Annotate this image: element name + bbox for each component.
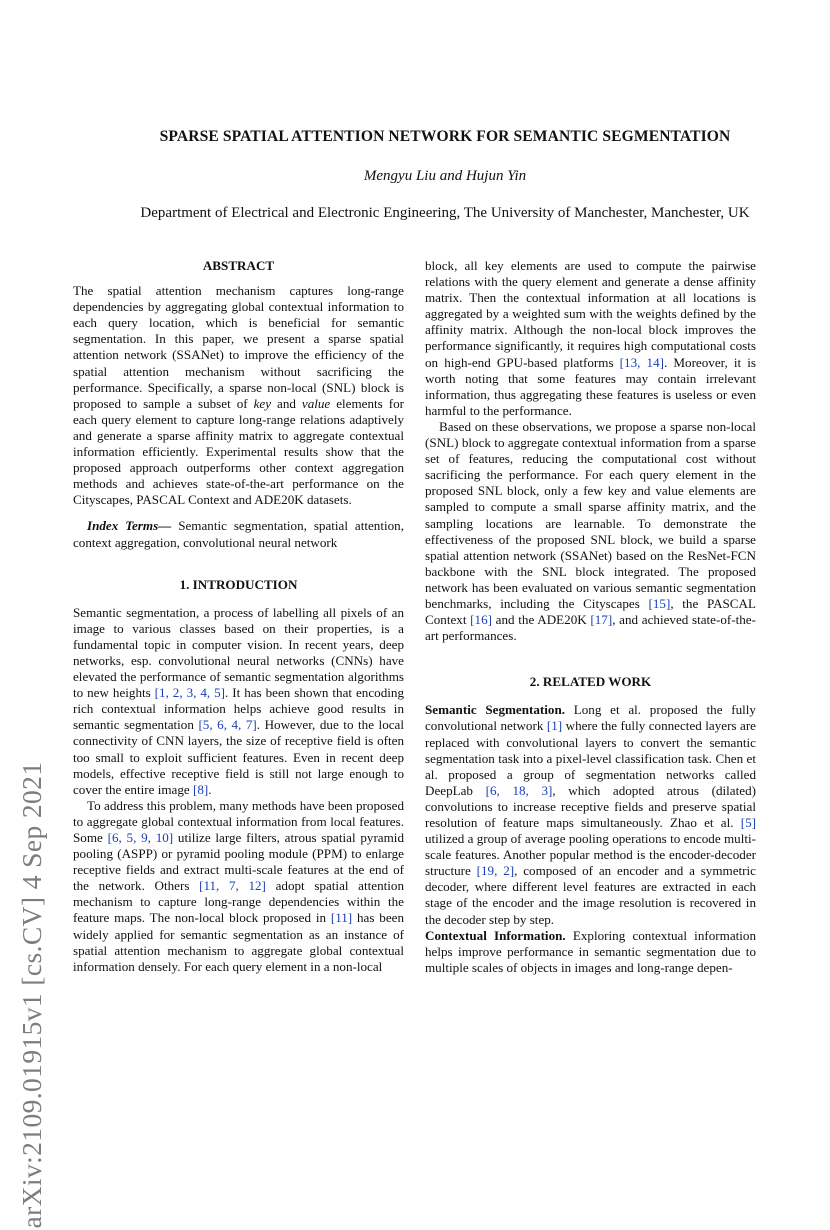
arxiv-identifier (14, 290, 50, 1229)
citation-link[interactable]: [1, 2, 3, 4, 5] (154, 685, 226, 701)
related-contextual-information: Contextual Information. Exploring contextual information helps improve performance in semantic segmentation due to multiple scales of objects in images and long-range depen- (425, 927, 756, 975)
citation-link[interactable]: [8] (192, 781, 209, 797)
paper-authors: Mengyu Liu and Hujun Yin (363, 168, 527, 184)
citation-link[interactable]: [5, 6, 4, 7] (198, 717, 257, 733)
citation-link[interactable]: [15] (648, 595, 671, 611)
citation-link[interactable]: [11] (330, 910, 353, 926)
related-semantic-segmentation: Semantic Segmentation. Long et al. proposed the fully convolutional network [1] where the fully connected layers are replaced with convolutional layers to convert the semantic segmentation task into a pixel-level classification task. Chen et al. proposed a group of segmentation networks called DeepLab [6, 18, 3], which adopted atrous (dilated) convolutions to increase receptive fields and preserve spatial resolution of feature maps simultaneously. Zhao et al. [5] utilized a group of average pooling operations to encode multi-scale features. Another popular method is the encoder-decoder structure [19, 2], composed of an encoder and a symmetric decoder, where different level features are extracted in each stage of the encoder and the image resolution is recovered in the decoder step by step. (425, 702, 756, 927)
citation-link[interactable]: [5] (740, 815, 756, 830)
abstract-heading: ABSTRACT (202, 258, 275, 273)
abstract-paragraph: The spatial attention mechanism captures long-range dependencies by aggregating global contextual information to each query location, which is beneficial for semantic segmentation. In this paper, we present a sparse spatial attention network (SSANet) to improve the efficiency of the spatial attention mechanism without sacrificing the performance. Specifically, a sparse non-local (SNL) block is proposed to sample a subset of key and value elements for each query element to capture long-range relations adaptively and generate a sparse affinity matrix to aggregate contextual information efficiently. Experimental results show that the proposed approach outperforms other context aggregation methods and achieves state-of-the-art performance on the Cityscapes, PASCAL Context and ADE20K datasets. (73, 283, 405, 508)
intro-paragraph-2-continued: block, all key elements are used to compute the pairwise relations with the query element and generate a dense affinity matrix. Then the contextual information at all locations is aggregated by a weighted sum with the weights defined by the affinity matrix. Although the non-local block improves the performance significantly, it requires high computational costs on high-end GPU-based platforms [13, 14]. Moreover, it is worth noting that some features may contain irrelevant information, thus aggregating these features is useless or even harmful to the performance. (425, 258, 757, 418)
intro-paragraph-1: Semantic segmentation, a process of labelling all pixels of an image to various classes based on their properties, is a fundamental topic in computer vision. In recent years, deep networks, esp. convolutional neural networks (CNNs) have elevated the performance of semantic segmentation algorithms to new heights [1, 2, 3, 4, 5]. It has been shown that encoding rich contextual information helps achieve good results in semantic segmentation [5, 6, 4, 7]. However, due to the local connectivity of CNN layers, the size of receptive field is often too small to exploit sufficient features. Even in recent deep models, effective receptive field is still not large enough to cover the entire image [8]. (73, 604, 404, 797)
arxiv-identifier-text: arXiv:2109.01915v1 [cs.CV] 4 Sep 2021 (16, 761, 47, 1229)
index-terms-label: Index Terms— (87, 518, 172, 534)
citation-link[interactable]: [13, 14] (619, 354, 664, 370)
semantic-segmentation-label: Semantic Segmentation. (425, 702, 566, 718)
citation-link[interactable]: [17] (590, 612, 613, 628)
value-math: value (301, 395, 331, 411)
index-terms: Index Terms— Semantic segmentation, spatial attention, context aggregation, convolutional neural network (73, 518, 404, 550)
paper-affiliation: Department of Electrical and Electronic Engineering, The University of Manchester, Manchester, UK (140, 205, 750, 221)
intro-paragraph-2: To address this problem, many methods have been proposed to aggregate global contextual information from local features. Some [6, 5, 9, 10] utilize large filters, atrous spatial pyramid pooling (ASPP) or pyramid pooling module (PPM) to enlarge receptive fields and extract multi-scale features at the end of the network. Others [11, 7, 12] adopt spatial attention mechanism to capture long-range dependencies within the feature maps. The non-local block proposed in [11] has been widely applied for semantic segmentation as an instance of spatial attention mechanism to aggregate global contextual information densely. For each query element in a non-local (73, 797, 404, 974)
intro-heading: 1. INTRODUCTION (179, 576, 298, 592)
citation-link[interactable]: [6, 5, 9, 10] (107, 830, 174, 845)
citation-link[interactable]: [11, 7, 12] (199, 878, 266, 894)
citation-link[interactable]: [1] (546, 718, 563, 734)
left-column (73, 258, 404, 975)
related-work-heading: 2. RELATED WORK (529, 674, 652, 690)
intro-paragraph-3: Based on these observations, we propose a sparse non-local (SNL) block to aggregate contextual information from a sparse set of features, reducing the computational cost without sacrificing the performance. For each query element in the proposed SNL block, only a few key and value elements are sampled to compute a small sparse affinity matrix, and the sampling locations are learnable. To demonstrate the effectiveness of the proposed SNL block, we build a sparse spatial attention network (SSANet) based on the ResNet-FCN backbone with the SNL block integrated. The proposed network has been evaluated on various semantic segmentation benchmarks, including the Cityscapes [15], the PASCAL Context [16] and the ADE20K [17], and achieved state-of-the-art performances. (425, 418, 756, 644)
contextual-information-label: Contextual Information. (425, 927, 566, 943)
citation-link[interactable]: [19, 2] (476, 863, 515, 879)
key-math: key (253, 395, 272, 411)
right-column (425, 258, 756, 976)
citation-link[interactable]: [16] (470, 612, 492, 628)
paper-title: SPARSE SPATIAL ATTENTION NETWORK FOR SEMANTIC SEGMENTATION (159, 128, 731, 145)
citation-link[interactable]: [6, 18, 3] (485, 782, 553, 798)
